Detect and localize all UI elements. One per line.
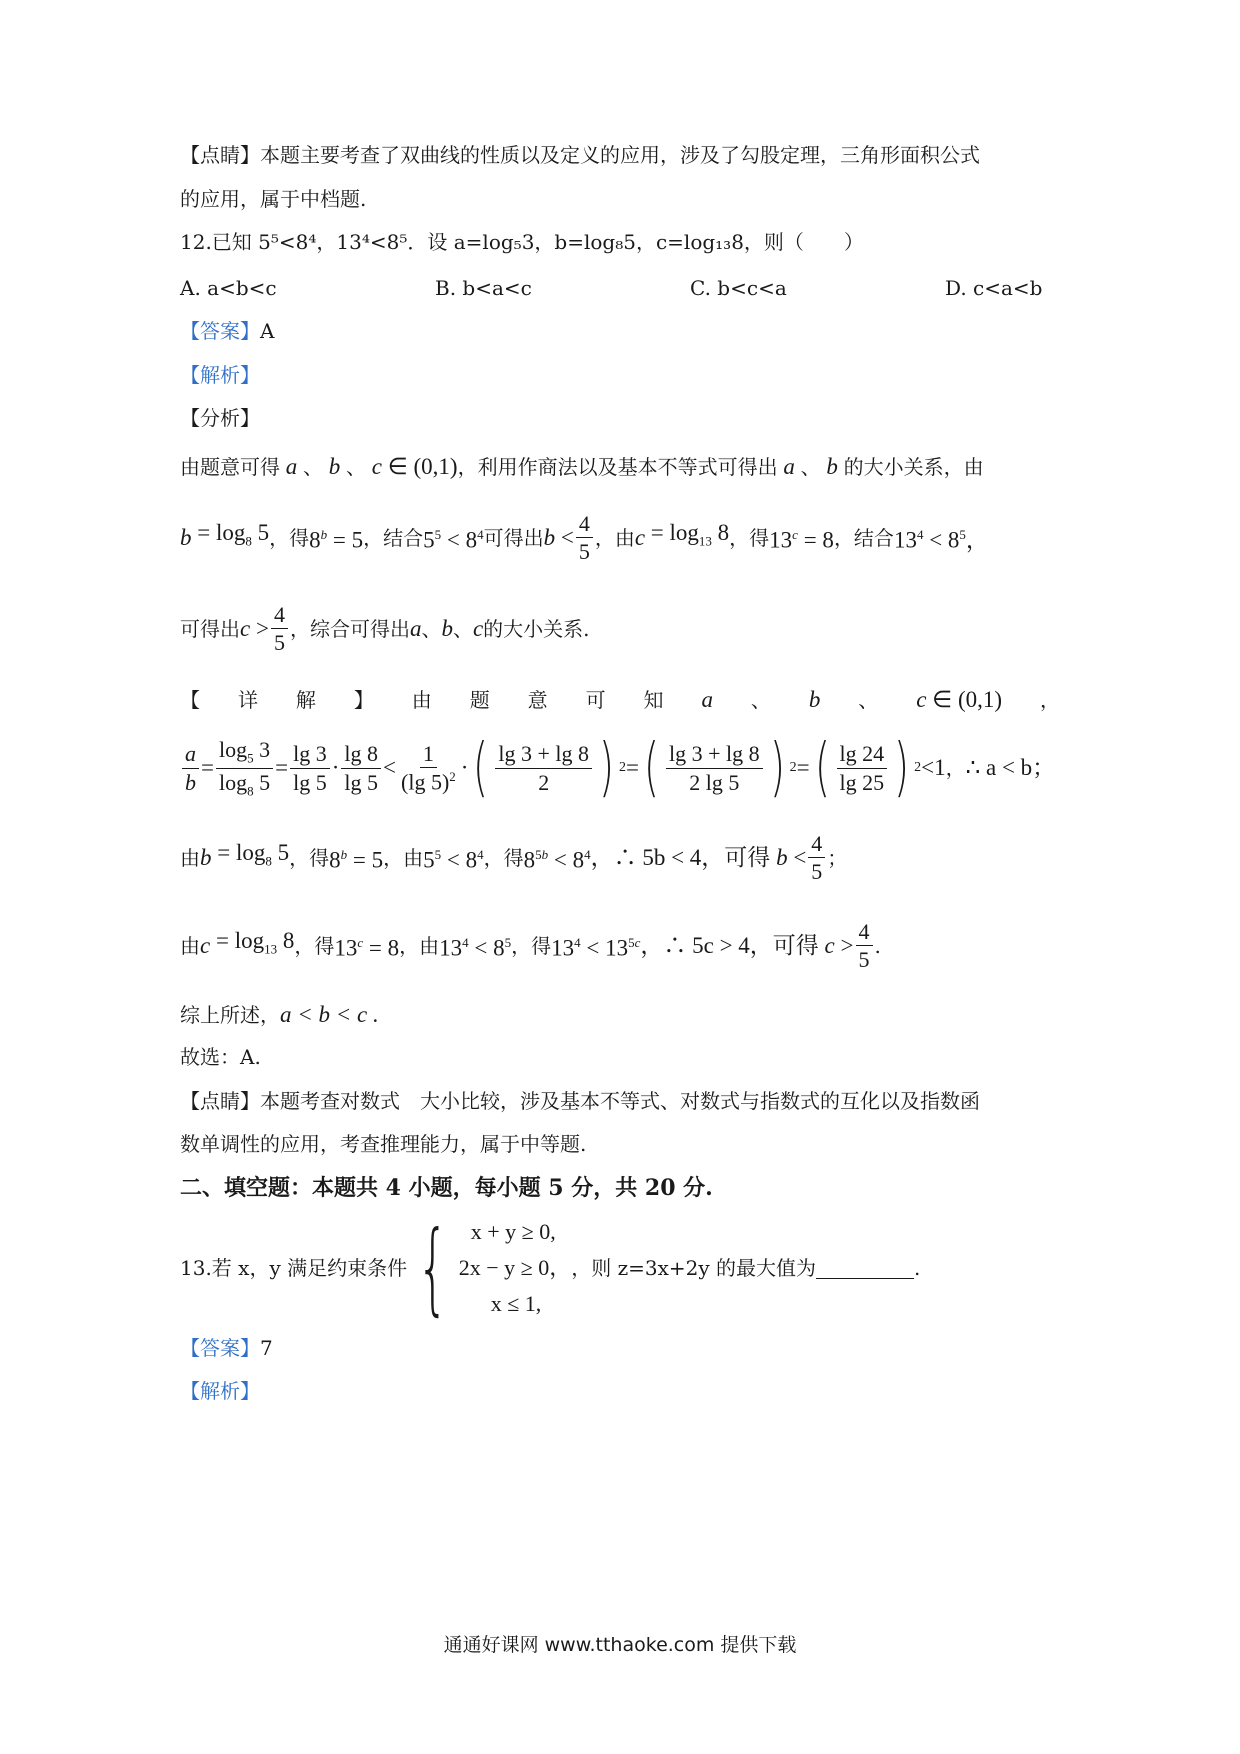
q12-jiexi-label: 【解析】 — [180, 363, 260, 387]
c-derivation: 由 c = $\log_{13} 8$ ，得 $13^c = 8$ ，由 $13^4 < 8^5$ ，得 $13^4 < 13^{5c}$ ，∴ 5c > 4，可得 c > $\frac{4}{5}$ . — [180, 919, 881, 973]
dianjing-line2: 数单调性的应用，考查推理能力，属于中等题. — [180, 1132, 587, 1156]
q13-answer — [180, 1333, 273, 1363]
fenxi-line2: b = $\log_8 5$ ，得 $8^b = 5$ ，结合 $5^5 < 8^4$ 可得出 b < $\frac{4}{5}$ ，由 c = $\log_{13} 8$ ，得 $13^c = 8$ ，结合 $13^4 < 8^5$， — [180, 511, 989, 565]
option-c: C. b<c<a — [690, 276, 787, 300]
dianjing: 【点睛】本题考查对数式 大小比较，涉及基本不等式、对数式与指数式的互化以及指数函 — [180, 1089, 980, 1113]
summary: 综上所述，a < b < c . — [180, 1002, 379, 1027]
q12-answer — [180, 316, 274, 346]
dianjing-text: 本题主要考查了双曲线的性质以及定义的应用，涉及了勾股定理，三角形面积公式 — [260, 143, 980, 167]
q12-stem: 12.已知 5⁵<8⁴，13⁴<8⁵．设 a=log₅3，b=log₈5，c=log₁₃8，则（ ） — [180, 230, 864, 254]
constraint-brace: { — [417, 1209, 449, 1326]
answer-value: 7 — [260, 1336, 273, 1360]
constraint-3: x ≤ 1, — [490, 1291, 542, 1316]
constraint-2: 2x − y ≥ 0， — [458, 1255, 572, 1280]
b-derivation: 由 b = $\log_8 5$ ，得 $8^b = 5$ ，由 $5^5 < 8^4$ ，得 $8^{5b} < 8^4$ ，∴ 5b < 4，可得 b < $\frac{4}{5}$ ； — [180, 831, 848, 885]
fenxi-line1: 由题意可得 a 、 b 、 c ∈ (0,1)，利用作商法以及基本不等式可得出 a 、 b 的大小关系，由 — [180, 454, 984, 479]
option-a: A. a<b<c — [180, 276, 277, 300]
q12-options — [180, 273, 1200, 303]
dianjing-prev — [180, 140, 980, 170]
dianjing-prev-line2: 的应用，属于中档题. — [180, 187, 367, 211]
q12-fenxi-label: 【分析】 — [180, 406, 260, 430]
fenxi-line3: 可得出 c > $\frac{4}{5}$ ，综合可得出 a 、 b 、 c 的大小关系. — [180, 602, 590, 656]
q13-stem: 13.若 x，y 满足约束条件 { x + y ≥ 0, 2x − y ≥ 0， x ≤ 1, ，则 z=3x+2y 的最大值为 . — [180, 1209, 921, 1326]
q13-jiexi-label: 【解析】 — [180, 1379, 260, 1403]
option-d: D. c<a<b — [945, 276, 1043, 300]
answer-value: A — [260, 319, 275, 343]
constraint-system — [459, 1214, 571, 1322]
dianjing-label: 【点睛】 — [180, 143, 260, 167]
section-title: 二、填空题：本题共 4 小题，每小题 5 分，共 20 分. — [180, 1175, 713, 1201]
ratio-line: $\frac{a}{b}$ = $\frac{\log_5 3}{\log_8 5}$ = $\frac{\lg 3}{\lg 5}$ · $\frac{\lg 8}{\lg 5}$ < $\frac{1}{(\lg 5)^2}$ · ( $\frac{\lg 3 + \lg 8}{2}$ ) 2 = ( $\frac{\lg 3 + \lg 8}{2 \lg 5}$ ) 2 = ( $\frac{\lg 24}{\lg 25}$ ) 2 <1 ， ∴ a < b； — [180, 728, 1055, 808]
xiangjie-line: 【 详 解 】 由 题 意 可 知 a 、 b 、 c ∈ (0,1) ， — [180, 687, 1060, 712]
answer-blank — [816, 1258, 914, 1279]
option-b: B. b<a<c — [435, 276, 532, 300]
answer-label: 【答案】 — [180, 319, 260, 343]
choose: 故选：A. — [180, 1045, 261, 1069]
constraint-1: x + y ≥ 0, — [470, 1219, 556, 1244]
answer-label: 【答案】 — [180, 1336, 260, 1360]
footer: 通通好课网 www.tthaoke.com 提供下载 — [443, 1634, 797, 1656]
